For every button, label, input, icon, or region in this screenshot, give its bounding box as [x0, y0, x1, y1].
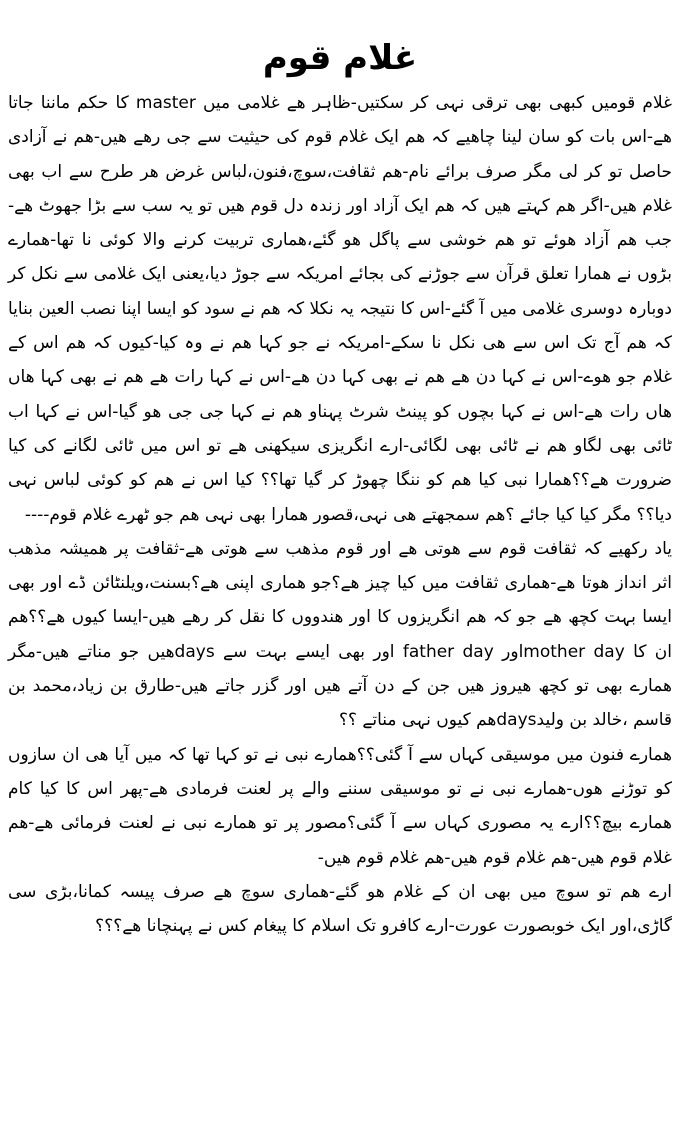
paragraph-2: یاد رکھیے کہ ثقافت قوم سے ھوتی ھے اور قوم مذھب سے ھوتی ھے-ثقافت پر ھمیشہ مذھب اثر انداز ھوتا ھے-ھماری ثقافت میں کیا چیز ھے؟جو ھماری اپنی ھے؟بسنت،ویلنٹائن ڈے اور بھی ایسا بہت کچھ ھے جو کہ ھم انگریزوں کا اور ھندووں کا نقل کر رھے ھیں-ایسا کیوں ھے؟؟ھم ان کا mother dayاور father day اور بھی ایسے بہت سے daysھیں جو مناتے ھیں-مگر ھمارے بھی تو کچھ ھیروز ھیں جن کے دن آتے ھیں اور گزر جاتے ھیں-طارق بن زیاد،محمد بن قاسم ،خالد بن ولیدdaysھم کیوں نہی مناتے ؟؟: [8, 538, 672, 731]
paragraph-4: ارے ھم تو سوچ میں بھی ان کے غلام ھو گئے-ھماری سوچ ھے صرف پیسہ کمانا،بڑی سی گاڑی،اور ایک خوبصورت عورت-ارے کافرو تک اسلام کا پیغام کس نے پہنچانا ھے؟؟؟: [8, 881, 672, 937]
document-title: غلام قوم: [262, 38, 418, 78]
paragraph-3: ھمارے فنون میں موسیقی کہاں سے آ گئی؟؟ھمارے نبی نے تو کہا تھا کہ میں آیا ھی ان سازوں کو توڑنے ھوں-ھمارے نبی نے تو موسیقی سننے والے پر لعنت فرمادی ھے-پھر اس کا کیا کام ھمارے بیچ؟؟ارے یہ مصوری کہاں سے آ گئی؟مصور پر تو ھمارے نبی نے لعنت فرمائی ھے-ھم غلام قوم ھیں-ھم غلام قوم ھیں-ھم غلام قوم ھیں-: [8, 744, 672, 868]
paragraph-1: غلام قومیں کبھی بھی ترقی نہی کر سکتیں-ظاہر ھے غلامی میں master کا حکم ماننا جاتا ھے-اس بات کو سان لینا چاھیے کہ ھم ایک غلام قوم کی حیثیت سے جی رھے ھیں-ھم نے آزادی حاصل تو کر لی مگر صرف برائے نام-ھم ثقافت،سوچ،فنون،لباس غرض ھر طرح سے اب بھی غلام ھیں-اگر ھم کہتے ھیں کہ ھم ایک آزاد اور زندہ دل قوم ھیں تو یہ سب سے بڑا جھوٹ ھے-جب ھم آزاد ھوئے تو ھم خوشی سے پاگل ھو گئے،ھماری تربیت کرنے والا کوئی نا تھا-ھمارے بڑوں نے ھمارا تعلق قرآن سے جوڑنے کی بجائے امریکہ سے جوڑ دیا،یعنی ایک غلامی سے نکل کر دوبارہ دوسری غلامی میں آ گئے-اس کا نتیجہ یہ نکلا کہ ھم نے سود کو ایسا اپنا نصب العین بنایا کہ ھم آج تک اس سے ھی نکل نا سکے-امریکہ نے جو کہا ھم نے وہ کیا-کیوں کہ ھم اس کے غلام جو ھوے-اس نے کہا دن ھے ھم نے بھی کہا دن ھے-اس نے کہا رات ھے ھم نے بھی کہا ھاں ھاں رات ھے-اس نے کہا بچوں کو پینٹ شرٹ پہناو ھم نے کہا جی جی ھو گیا-اس نے کہا اب ٹائی بھی لگاو ھم نے ٹائی بھی لگائی-ارے انگریزی سیکھنی ھے تو اس میں ٹائی لگانے کی کیا ضرورت ھے؟؟ھمارا نبی کیا ھم کو ننگا چھوڑ کر گیا تھا؟؟ کیا اس نے ھم کو کوئی لباس نہی دیا؟؟ مگر کیا کیا جائے ؟ھم سمجھتے ھی نہی،قصور ھمارا بھی نہی ھم جو ٹھرے غلام قوم----: [8, 93, 672, 525]
document-body: [8, 86, 672, 943]
